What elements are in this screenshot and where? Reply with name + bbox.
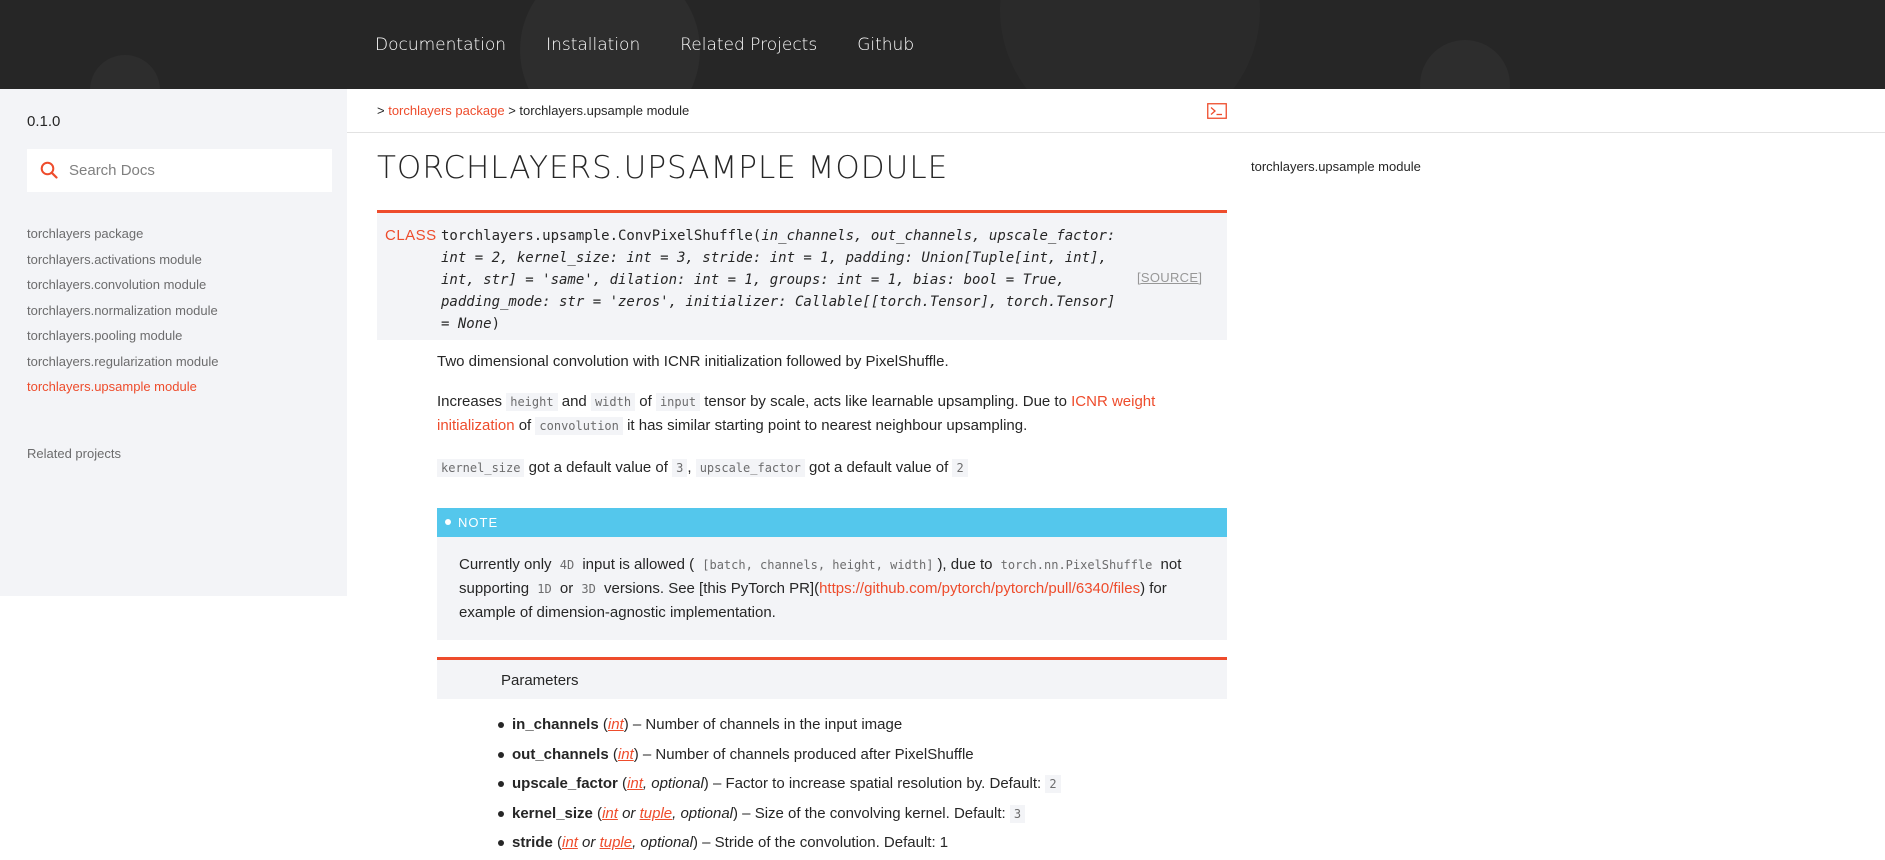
param-optional: , optional (642, 775, 704, 792)
breadcrumb-current: torchlayers.upsample module (519, 103, 690, 118)
inline-code: 1D (533, 580, 555, 598)
text: got a default value of (809, 459, 949, 476)
inline-code: 3D (577, 580, 599, 598)
sidebar-item-activations[interactable]: torchlayers.activations module (27, 251, 202, 267)
list-item: out_channels (int) – Number of channels produced after PixelShuffle (512, 744, 1061, 774)
sidebar-item-upsample[interactable]: torchlayers.upsample module (27, 379, 197, 394)
text: of (639, 393, 652, 410)
inline-code: convolution (535, 417, 622, 435)
terminal-icon[interactable] (1207, 103, 1227, 119)
text: ), due to (937, 556, 993, 573)
text: , (687, 459, 692, 476)
text: it has similar starting point to nearest neighbour upsampling. (627, 417, 1028, 434)
note-header (437, 508, 1227, 537)
text: versions. See [this PyTorch PR]( (604, 580, 820, 597)
signature-params: in_channels, out_channels, upscale_factor: (761, 228, 1116, 244)
signature-code: torchlayers.upsample.ConvPixelShuffle(in_channels, out_channels, upscale_factor: int = 2, kernel_size: int = 3, stride: int = 1, padding: Union[Tuple[int, int], int, str] = 'same', dilation: int = 1, groups: int = 1, bias: bool = True, padding_mode: str = 'zeros', initializer: Callable[[torch.Tensor], torch.Tensor] = None) (441, 225, 1131, 335)
pytorch-pr-link[interactable]: https://github.com/pytorch/pytorch/pull/6340/files (819, 580, 1141, 597)
breadcrumb-separator: > (377, 103, 385, 118)
header-decoration (90, 55, 160, 89)
param-type-link[interactable]: int (607, 716, 624, 733)
text: tensor by scale, acts like learnable upsampling. Due to (704, 393, 1067, 410)
param-type-link[interactable]: int (602, 804, 618, 822)
text: Currently only (459, 556, 552, 573)
breadcrumb-parent-link[interactable]: torchlayers package (388, 103, 505, 118)
param-name: in_channels (512, 716, 599, 733)
class-name: torchlayers.upsample.ConvPixelShuffle (441, 228, 753, 244)
nav-documentation[interactable]: Documentation (375, 34, 507, 55)
class-signature (377, 210, 1227, 340)
inline-code: input (656, 393, 700, 411)
param-or: or (577, 834, 600, 851)
parameters-list (512, 714, 1061, 860)
nav-installation[interactable]: Installation (546, 34, 641, 55)
inline-code: 3 (1010, 805, 1025, 823)
sidebar-nav (27, 225, 218, 404)
inline-code: 4D (556, 556, 578, 574)
nav-github[interactable]: Github (857, 34, 915, 55)
text: input is allowed ( (582, 556, 695, 573)
main-nav (375, 0, 914, 89)
bullet-icon (445, 519, 451, 525)
text: not supporting (459, 556, 1182, 597)
sidebar-related-projects[interactable]: Related projects (27, 446, 121, 461)
description-summary: Two dimensional convolution with ICNR initialization followed by PixelShuffle. (437, 353, 949, 370)
inline-code: 2 (952, 459, 967, 477)
param-optional: , optional (672, 804, 734, 822)
param-or: or (617, 804, 640, 822)
param-desc: ) – Stride of the convolution. Default: 1 (692, 834, 949, 851)
list-item: stride (int or tuple, optional) – Stride of the convolution. Default: 1 (512, 832, 1061, 860)
param-type-link[interactable]: int (562, 834, 578, 851)
sidebar-item-normalization[interactable]: torchlayers.normalization module (27, 302, 218, 318)
version-label: 0.1.0 (27, 113, 61, 130)
note-body (459, 553, 1209, 624)
note-box (437, 508, 1227, 640)
text: and (561, 393, 587, 410)
param-optional: , optional (632, 834, 693, 851)
sidebar-item-regularization[interactable]: torchlayers.regularization module (27, 353, 219, 369)
inline-code: 2 (1045, 775, 1060, 793)
breadcrumb-separator: > (508, 103, 516, 118)
param-desc: ) – Factor to increase spatial resolution by. Default: (703, 775, 1042, 792)
param-name: kernel_size (512, 804, 593, 822)
text: got a default value of (528, 459, 668, 476)
param-desc: ) – Number of channels in the input image (623, 716, 903, 733)
page-title: TORCHLAYERS.UPSAMPLE MODULE (377, 150, 949, 186)
search-box[interactable] (27, 149, 332, 192)
breadcrumb-divider (347, 132, 1885, 133)
list-item: upscale_factor (int, optional) – Factor to increase spatial resolution by. Default: 2 (512, 773, 1061, 803)
signature-params: = None (441, 316, 492, 332)
signature-params: int = 2, kernel_size: int = 3, stride: int = 1, padding: Union[Tuple[int, int], (441, 250, 1107, 266)
param-type-link[interactable]: tuple (639, 804, 673, 822)
note-label: NOTE (458, 515, 499, 530)
param-desc: ) – Number of channels produced after PixelShuffle (633, 745, 974, 763)
signature-params: padding_mode: str = 'zeros', initializer: Callable[[torch.Tensor], torch.Tensor] (441, 294, 1116, 310)
breadcrumb (377, 103, 689, 118)
nav-related-projects[interactable]: Related Projects (680, 34, 818, 55)
text: or (559, 580, 574, 597)
search-input[interactable] (69, 149, 319, 192)
parameters-label: Parameters (501, 672, 579, 689)
sidebar-item-package[interactable]: torchlayers package (27, 226, 144, 241)
text: Increases (437, 393, 503, 410)
text: of (518, 417, 532, 434)
param-desc: ) – Size of the convolving kernel. Default: (733, 804, 1006, 822)
top-header (0, 0, 1885, 89)
header-decoration (1000, 0, 1260, 89)
description-defaults (437, 456, 1227, 480)
sidebar-item-pooling[interactable]: torchlayers.pooling module (27, 328, 183, 343)
source-link[interactable]: [SOURCE] (1137, 270, 1203, 285)
list-item: in_channels (int) – Number of channels in the input image (512, 714, 1061, 744)
signature-params: int, str] = 'same', dilation: int = 1, groups: int = 1, bias: bool = True, (441, 272, 1065, 288)
header-decoration (1420, 40, 1510, 89)
inline-code: height (506, 393, 557, 411)
inline-code: kernel_size (437, 459, 524, 477)
parameters-header (437, 657, 1227, 699)
toc-item-upsample-module[interactable]: torchlayers.upsample module (1251, 159, 1421, 174)
class-label: CLASS (385, 227, 437, 244)
description-detail (437, 390, 1227, 438)
inline-code: [batch, channels, height, width] (698, 556, 937, 574)
param-name: stride (512, 834, 553, 851)
param-type-link[interactable]: int (627, 775, 643, 792)
inline-code: width (591, 393, 635, 411)
inline-code: upscale_factor (696, 459, 805, 477)
param-type-link[interactable]: int (617, 745, 634, 763)
icnr-link[interactable]: ICNR weight initialization (437, 393, 1156, 434)
param-type-link[interactable]: tuple (599, 834, 633, 851)
inline-code: torch.nn.PixelShuffle (997, 556, 1157, 574)
sidebar-item-convolution[interactable]: torchlayers.convolution module (27, 277, 207, 292)
search-icon (40, 161, 58, 179)
inline-code: 3 (672, 459, 687, 477)
param-name: upscale_factor (512, 775, 618, 792)
text: ) for example of dimension-agnostic implementation. (459, 580, 1167, 621)
list-item: kernel_size (int or tuple, optional) – Size of the convolving kernel. Default: 3 (512, 803, 1061, 833)
param-name: out_channels (512, 745, 609, 763)
sidebar (0, 89, 347, 596)
